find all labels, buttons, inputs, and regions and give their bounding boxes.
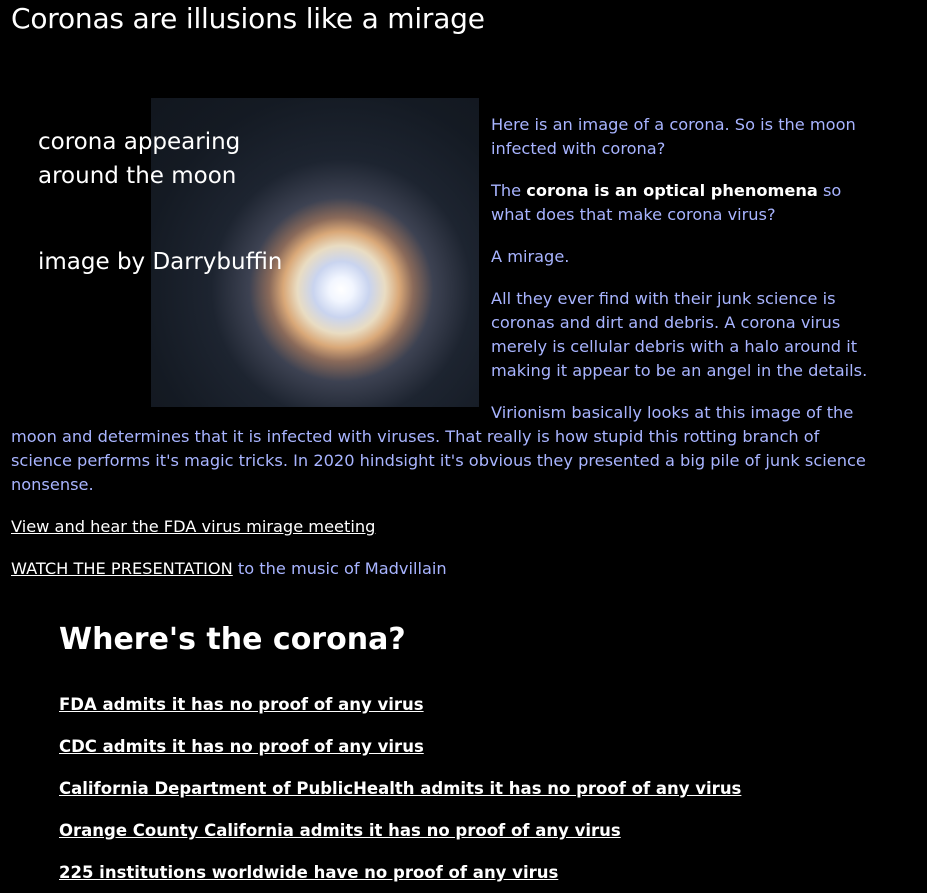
- orange-county-proof-link[interactable]: Orange County California admits it has no proof of any virus: [59, 821, 621, 840]
- california-proof-link[interactable]: California Department of PublicHealth admits it has no proof of any virus: [59, 779, 742, 798]
- section-heading: Where's the corona?: [59, 622, 406, 657]
- institutions-proof-link[interactable]: 225 institutions worldwide have no proof of any virus: [59, 863, 559, 882]
- list-item: [59, 821, 741, 863]
- fda-meeting-paragraph: [11, 515, 871, 539]
- proof-link-list: [59, 695, 741, 893]
- paragraph-moon-question: Here is an image of a corona. So is the moon infected with corona?: [491, 115, 856, 158]
- image-caption: [38, 125, 298, 297]
- bold-phrase: corona is an optical phenomena: [526, 181, 818, 200]
- caption-description: corona appearing around the moon: [38, 129, 241, 189]
- list-item: [59, 695, 741, 737]
- fda-meeting-link[interactable]: View and hear the FDA virus mirage meeting: [11, 517, 376, 536]
- list-item: [59, 863, 741, 893]
- paragraph-virionism: Virionism basically looks at this image of the moon and determines that it is infected with viruses. That really is how stupid this rotting branch of science performs it's magic tricks. In 2020 hindsight it's obvious they presented a big pile of junk science nonsense.: [11, 403, 866, 494]
- presentation-suffix: to the music of Madvillain: [232, 559, 447, 578]
- article-content: [11, 96, 871, 599]
- page-title: Coronas are illusions like a mirage: [11, 2, 485, 35]
- list-item: [59, 737, 741, 779]
- paragraph-prefix: The: [491, 181, 527, 200]
- watch-presentation-link[interactable]: WATCH THE PRESENTATION: [11, 559, 233, 578]
- caption-credit: image by Darrybuffin: [38, 249, 283, 275]
- paragraph-suffix: so what does that make corona virus?: [491, 181, 842, 224]
- paragraph-junk-science: All they ever find with their junk science is coronas and dirt and debris. A corona virus merely is cellular debris with a halo around it making it appear to be an angel in the details.: [491, 289, 868, 380]
- cdc-proof-link[interactable]: CDC admits it has no proof of any virus: [59, 737, 424, 756]
- moon-figure: [11, 98, 479, 407]
- list-item: [59, 779, 741, 821]
- presentation-paragraph: [11, 557, 871, 581]
- paragraph-mirage: A mirage.: [491, 247, 570, 266]
- fda-proof-link[interactable]: FDA admits it has no proof of any virus: [59, 695, 424, 714]
